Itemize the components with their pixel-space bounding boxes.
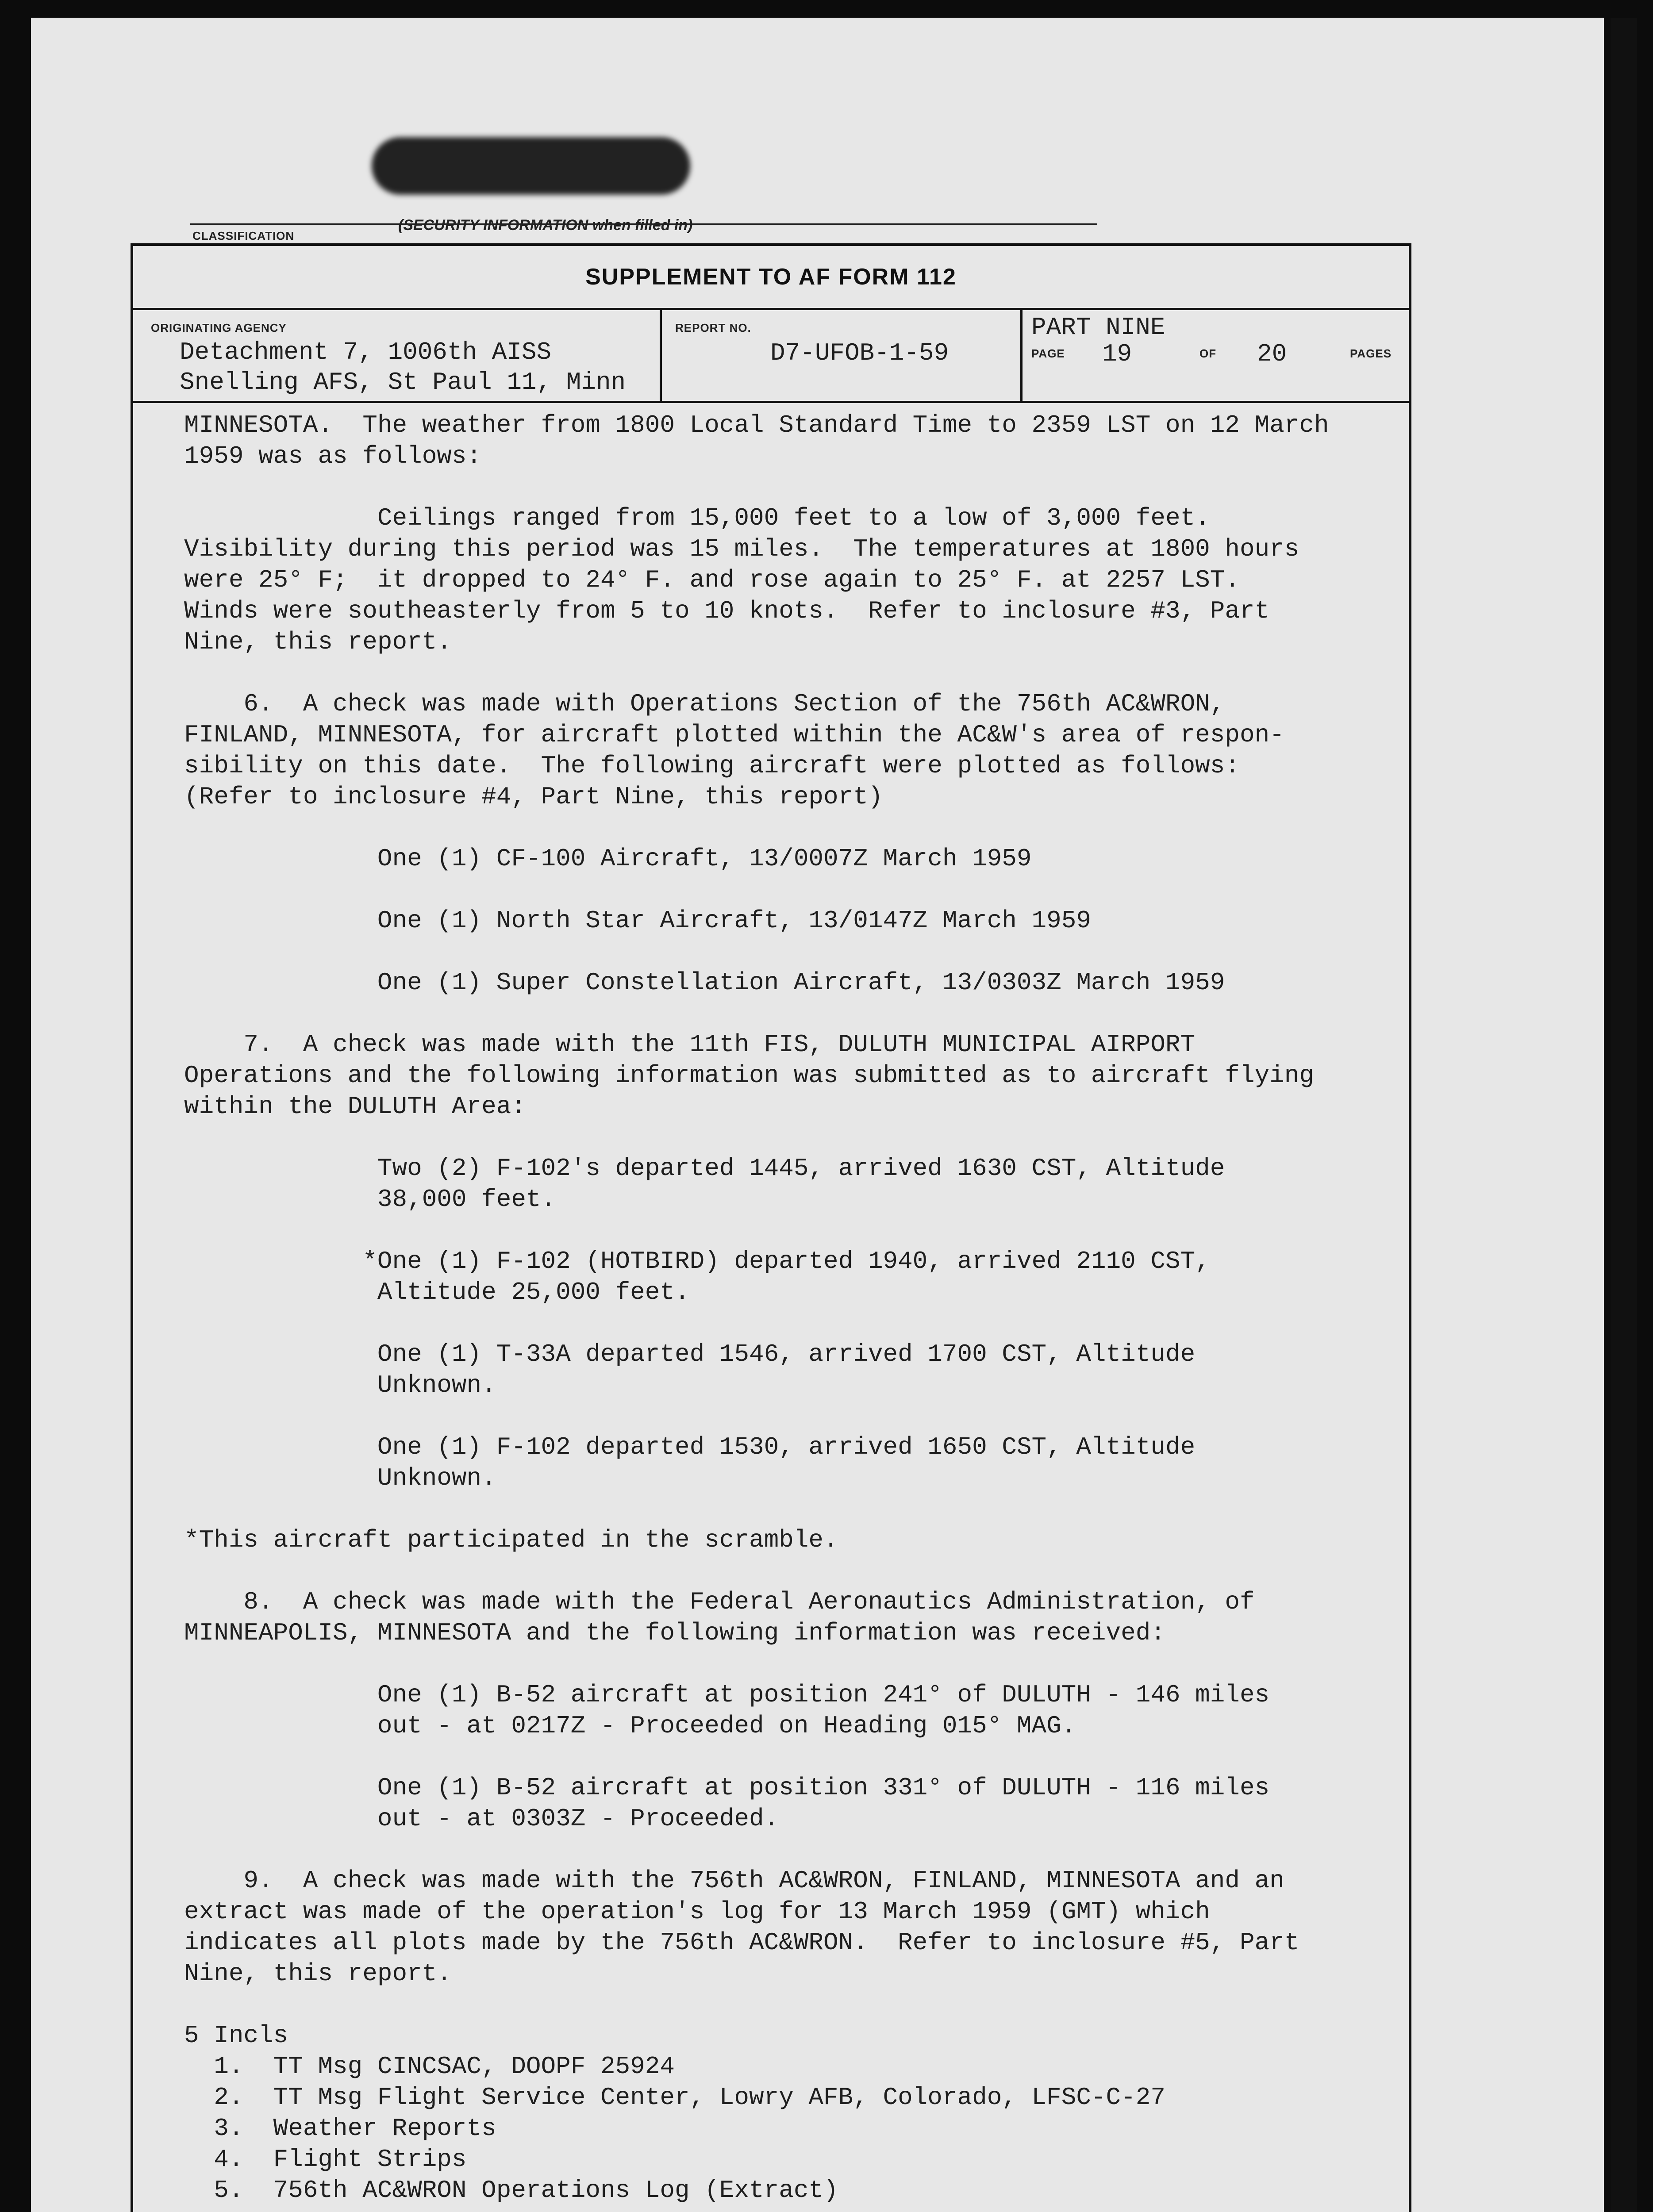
report-no-label: REPORT NO.: [675, 321, 751, 334]
form-title: SUPPLEMENT TO AF FORM 112: [133, 246, 1409, 310]
report-body: [184, 410, 1405, 2206]
of-label: OF: [1199, 347, 1217, 360]
body-line: [184, 1648, 1405, 1679]
body-line: MINNEAPOLIS, MINNESOTA and the following information was received:: [184, 1619, 1165, 1647]
security-info-top: (SECURITY INFORMATION when filled in): [398, 217, 693, 234]
body-line: [184, 936, 1405, 967]
body-line: indicates all plots made by the 756th AC&WRON. Refer to inclosure #5, Part: [184, 1928, 1299, 1957]
body-line: [184, 1989, 1405, 2020]
originating-agency-line1: Detachment 7, 1006th AISS: [180, 338, 552, 366]
body-line: 3. Weather Reports: [184, 2114, 496, 2143]
body-line: out - at 0217Z - Proceeded on Heading 015° MAG.: [184, 1712, 1076, 1740]
body-line: [184, 874, 1405, 905]
body-line: [184, 1555, 1405, 1586]
body-line: One (1) Super Constellation Aircraft, 13/0303Z March 1959: [184, 968, 1225, 997]
body-line: Ceilings ranged from 15,000 feet to a low of 3,000 feet.: [184, 504, 1210, 532]
body-line: 9. A check was made with the 756th AC&WRON, FINLAND, MINNESOTA and an: [184, 1866, 1284, 1895]
body-line: One (1) T-33A departed 1546, arrived 1700 CST, Altitude: [184, 1340, 1196, 1368]
body-line: [184, 812, 1405, 843]
body-line: 6. A check was made with Operations Section of the 756th AC&WRON,: [184, 690, 1225, 718]
body-line: Two (2) F-102's departed 1445, arrived 1630 CST, Altitude: [184, 1154, 1225, 1183]
body-line: Unknown.: [184, 1371, 496, 1399]
report-no: D7-UFOB-1-59: [770, 339, 949, 367]
pages-label: PAGES: [1350, 347, 1392, 360]
body-line: Unknown.: [184, 1464, 496, 1492]
body-line: *This aircraft participated in the scramble.: [184, 1526, 838, 1554]
body-line: FINLAND, MINNESOTA, for aircraft plotted within the AC&W's area of respon-: [184, 721, 1284, 749]
form-frame: [131, 243, 1411, 2212]
header-row: [133, 308, 1409, 403]
body-line: MINNESOTA. The weather from 1800 Local Standard Time to 2359 LST on 12 March: [184, 411, 1329, 439]
report-no-cell: [662, 308, 1023, 401]
page-number: 19: [1102, 340, 1132, 368]
body-line: [184, 1122, 1405, 1153]
body-line: out - at 0303Z - Proceeded.: [184, 1805, 779, 1833]
part-label: PART NINE: [1031, 313, 1165, 342]
body-line: [184, 1741, 1405, 1772]
body-line: 1959 was as follows:: [184, 442, 482, 470]
classification-label-top: CLASSIFICATION: [192, 229, 295, 242]
body-line: [184, 1494, 1405, 1525]
body-line: One (1) B-52 aircraft at position 241° of DULUTH - 146 miles: [184, 1681, 1270, 1709]
body-line: within the DULUTH Area:: [184, 1092, 526, 1121]
body-line: were 25° F; it dropped to 24° F. and rose again to 25° F. at 2257 LST.: [184, 566, 1240, 594]
body-line: *One (1) F-102 (HOTBIRD) departed 1940, arrived 2110 CST,: [184, 1247, 1210, 1275]
body-line: sibility on this date. The following aircraft were plotted as follows:: [184, 752, 1240, 780]
page-label: PAGE: [1031, 347, 1065, 360]
body-line: [184, 1215, 1405, 1246]
body-line: Nine, this report.: [184, 628, 452, 656]
body-line: extract was made of the operation's log for 13 March 1959 (GMT) which: [184, 1897, 1210, 1926]
total-pages: 20: [1257, 340, 1287, 368]
body-line: Winds were southeasterly from 5 to 10 knots. Refer to inclosure #3, Part: [184, 597, 1270, 625]
body-line: 4. Flight Strips: [184, 2145, 467, 2174]
body-line: Operations and the following information was submitted as to aircraft flying: [184, 1061, 1315, 1090]
body-line: [184, 1834, 1405, 1865]
body-line: 1. TT Msg CINCSAC, DOOPF 25924: [184, 2052, 675, 2081]
body-line: Altitude 25,000 feet.: [184, 1278, 690, 1306]
redaction-mark-top: [372, 137, 690, 195]
body-line: Visibility during this period was 15 miles. The temperatures at 1800 hours: [184, 535, 1299, 563]
originating-agency-cell: [133, 308, 662, 401]
body-line: 5. 756th AC&WRON Operations Log (Extract): [184, 2176, 838, 2204]
body-line: Nine, this report.: [184, 1959, 452, 1988]
body-line: 8. A check was made with the Federal Aeronautics Administration, of: [184, 1588, 1255, 1616]
body-line: [184, 472, 1405, 503]
originating-agency-label: ORIGINATING AGENCY: [151, 321, 287, 334]
body-line: [184, 1308, 1405, 1339]
body-line: One (1) CF-100 Aircraft, 13/0007Z March 1959: [184, 845, 1032, 873]
body-line: [184, 998, 1405, 1029]
body-line: [184, 1401, 1405, 1432]
body-line: One (1) North Star Aircraft, 13/0147Z March 1959: [184, 906, 1091, 935]
body-line: (Refer to inclosure #4, Part Nine, this report): [184, 783, 883, 811]
originating-agency-line2: Snelling AFS, St Paul 11, Minn: [180, 368, 626, 396]
body-line: 7. A check was made with the 11th FIS, DULUTH MUNICIPAL AIRPORT: [184, 1030, 1196, 1059]
body-line: 38,000 feet.: [184, 1185, 556, 1214]
body-line: One (1) F-102 departed 1530, arrived 1650 CST, Altitude: [184, 1433, 1196, 1461]
body-line: [184, 657, 1405, 688]
margin-stamp: [62, 1460, 133, 1770]
body-line: 5 Incls: [184, 2021, 288, 2050]
page-cell: [1023, 308, 1410, 401]
scan-edge: [1611, 18, 1637, 2212]
body-line: 2. TT Msg Flight Service Center, Lowry AFB, Colorado, LFSC-C-27: [184, 2083, 1165, 2112]
body-line: One (1) B-52 aircraft at position 331° of DULUTH - 116 miles: [184, 1774, 1270, 1802]
